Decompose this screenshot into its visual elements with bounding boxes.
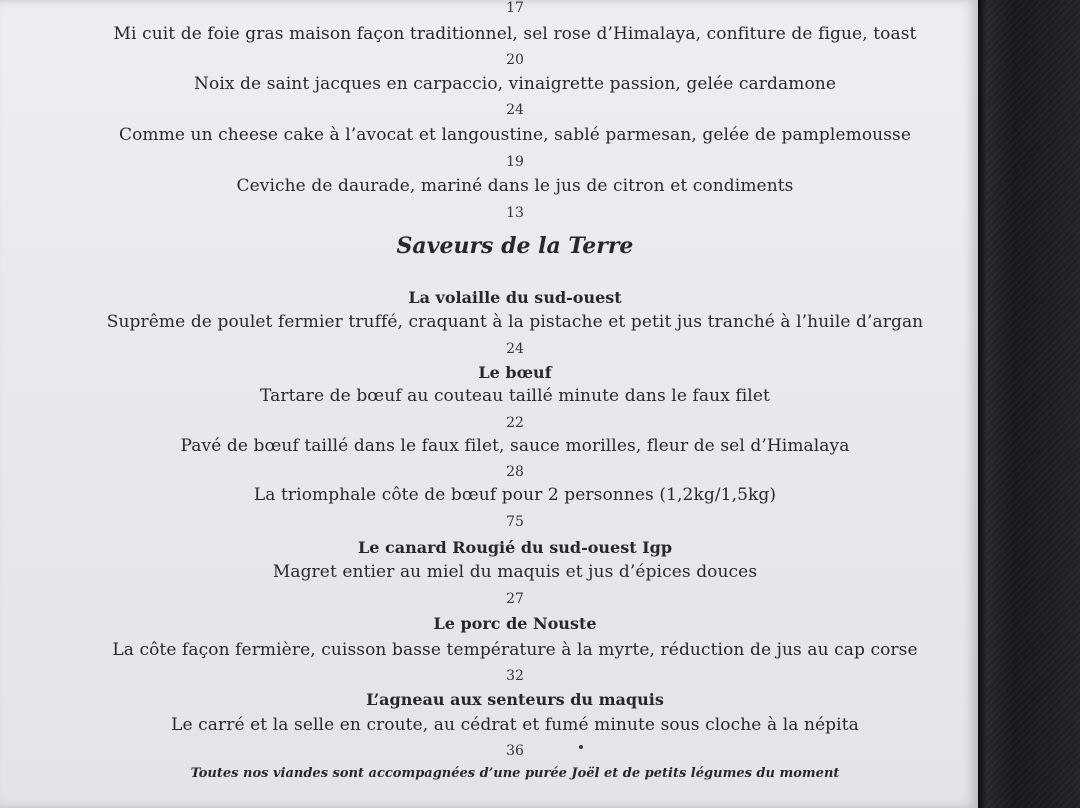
price-ceviche: 19 [506,154,524,170]
dish-title-agneau: L’agneau aux senteurs du maquis [366,690,664,709]
dish-volaille: Suprême de poulet fermier truffé, craquant à la pistache et petit jus tranché à l’huile d’argan [106,312,924,332]
price-agneau: 36 [506,743,524,759]
price-ceviche-next: 13 [506,205,524,221]
dish-porc: La côte façon fermière, cuisson basse température à la myrte, réduction de jus au cap corse [112,640,918,660]
dish-magret: Magret entier au miel du maquis et jus d’épices douces [272,562,758,582]
dish-agneau: Le carré et la selle en croute, au cédrat et fumé minute sous cloche à la népita [171,715,859,735]
price-foie-gras: 17 [506,0,524,16]
dish-foie-gras: Mi cuit de foie gras maison façon traditionnel, sel rose d’Himalaya, confiture de figue, toast [113,24,917,44]
dish-title-canard: Le canard Rougié du sud-ouest Igp [357,538,673,557]
price-pave: 28 [506,464,524,480]
dish-title-boeuf: Le bœuf [478,363,552,382]
dish-pave: Pavé de bœuf taillé dans le faux filet, sauce morilles, fleur de sel d’Himalaya [180,436,850,456]
menu-footnote: Toutes nos viandes sont accompagnées d’une purée Joël et de petits légumes du moment [190,766,840,781]
dish-ceviche: Ceviche de daurade, mariné dans le jus de citron et condiments [236,176,794,196]
price-cheese-cake: 24 [506,102,524,118]
menu-binder-edge [978,0,1080,808]
price-volaille: 24 [506,341,524,357]
price-tartare: 22 [506,415,524,431]
dish-saint-jacques: Noix de saint jacques en carpaccio, vinaigrette passion, gelée cardamone [194,74,836,94]
dish-cote-boeuf: La triomphale côte de bœuf pour 2 personnes (1,2kg/1,5kg) [253,485,777,505]
price-saint-jacques: 20 [506,52,524,68]
dish-title-volaille: La volaille du sud-ouest [408,288,622,307]
dish-cheese-cake: Comme un cheese cake à l’avocat et langoustine, sablé parmesan, gelée de pamplemousse [118,125,912,145]
price-magret: 27 [506,591,524,607]
dish-title-porc: Le porc de Nouste [433,614,597,633]
price-cote-boeuf: 75 [506,514,524,530]
dish-tartare: Tartare de bœuf au couteau taillé minute dans le faux filet [260,386,770,406]
price-porc: 32 [506,668,524,684]
section-heading: Saveurs de la Terre [396,233,634,259]
paper-speck [579,745,583,749]
